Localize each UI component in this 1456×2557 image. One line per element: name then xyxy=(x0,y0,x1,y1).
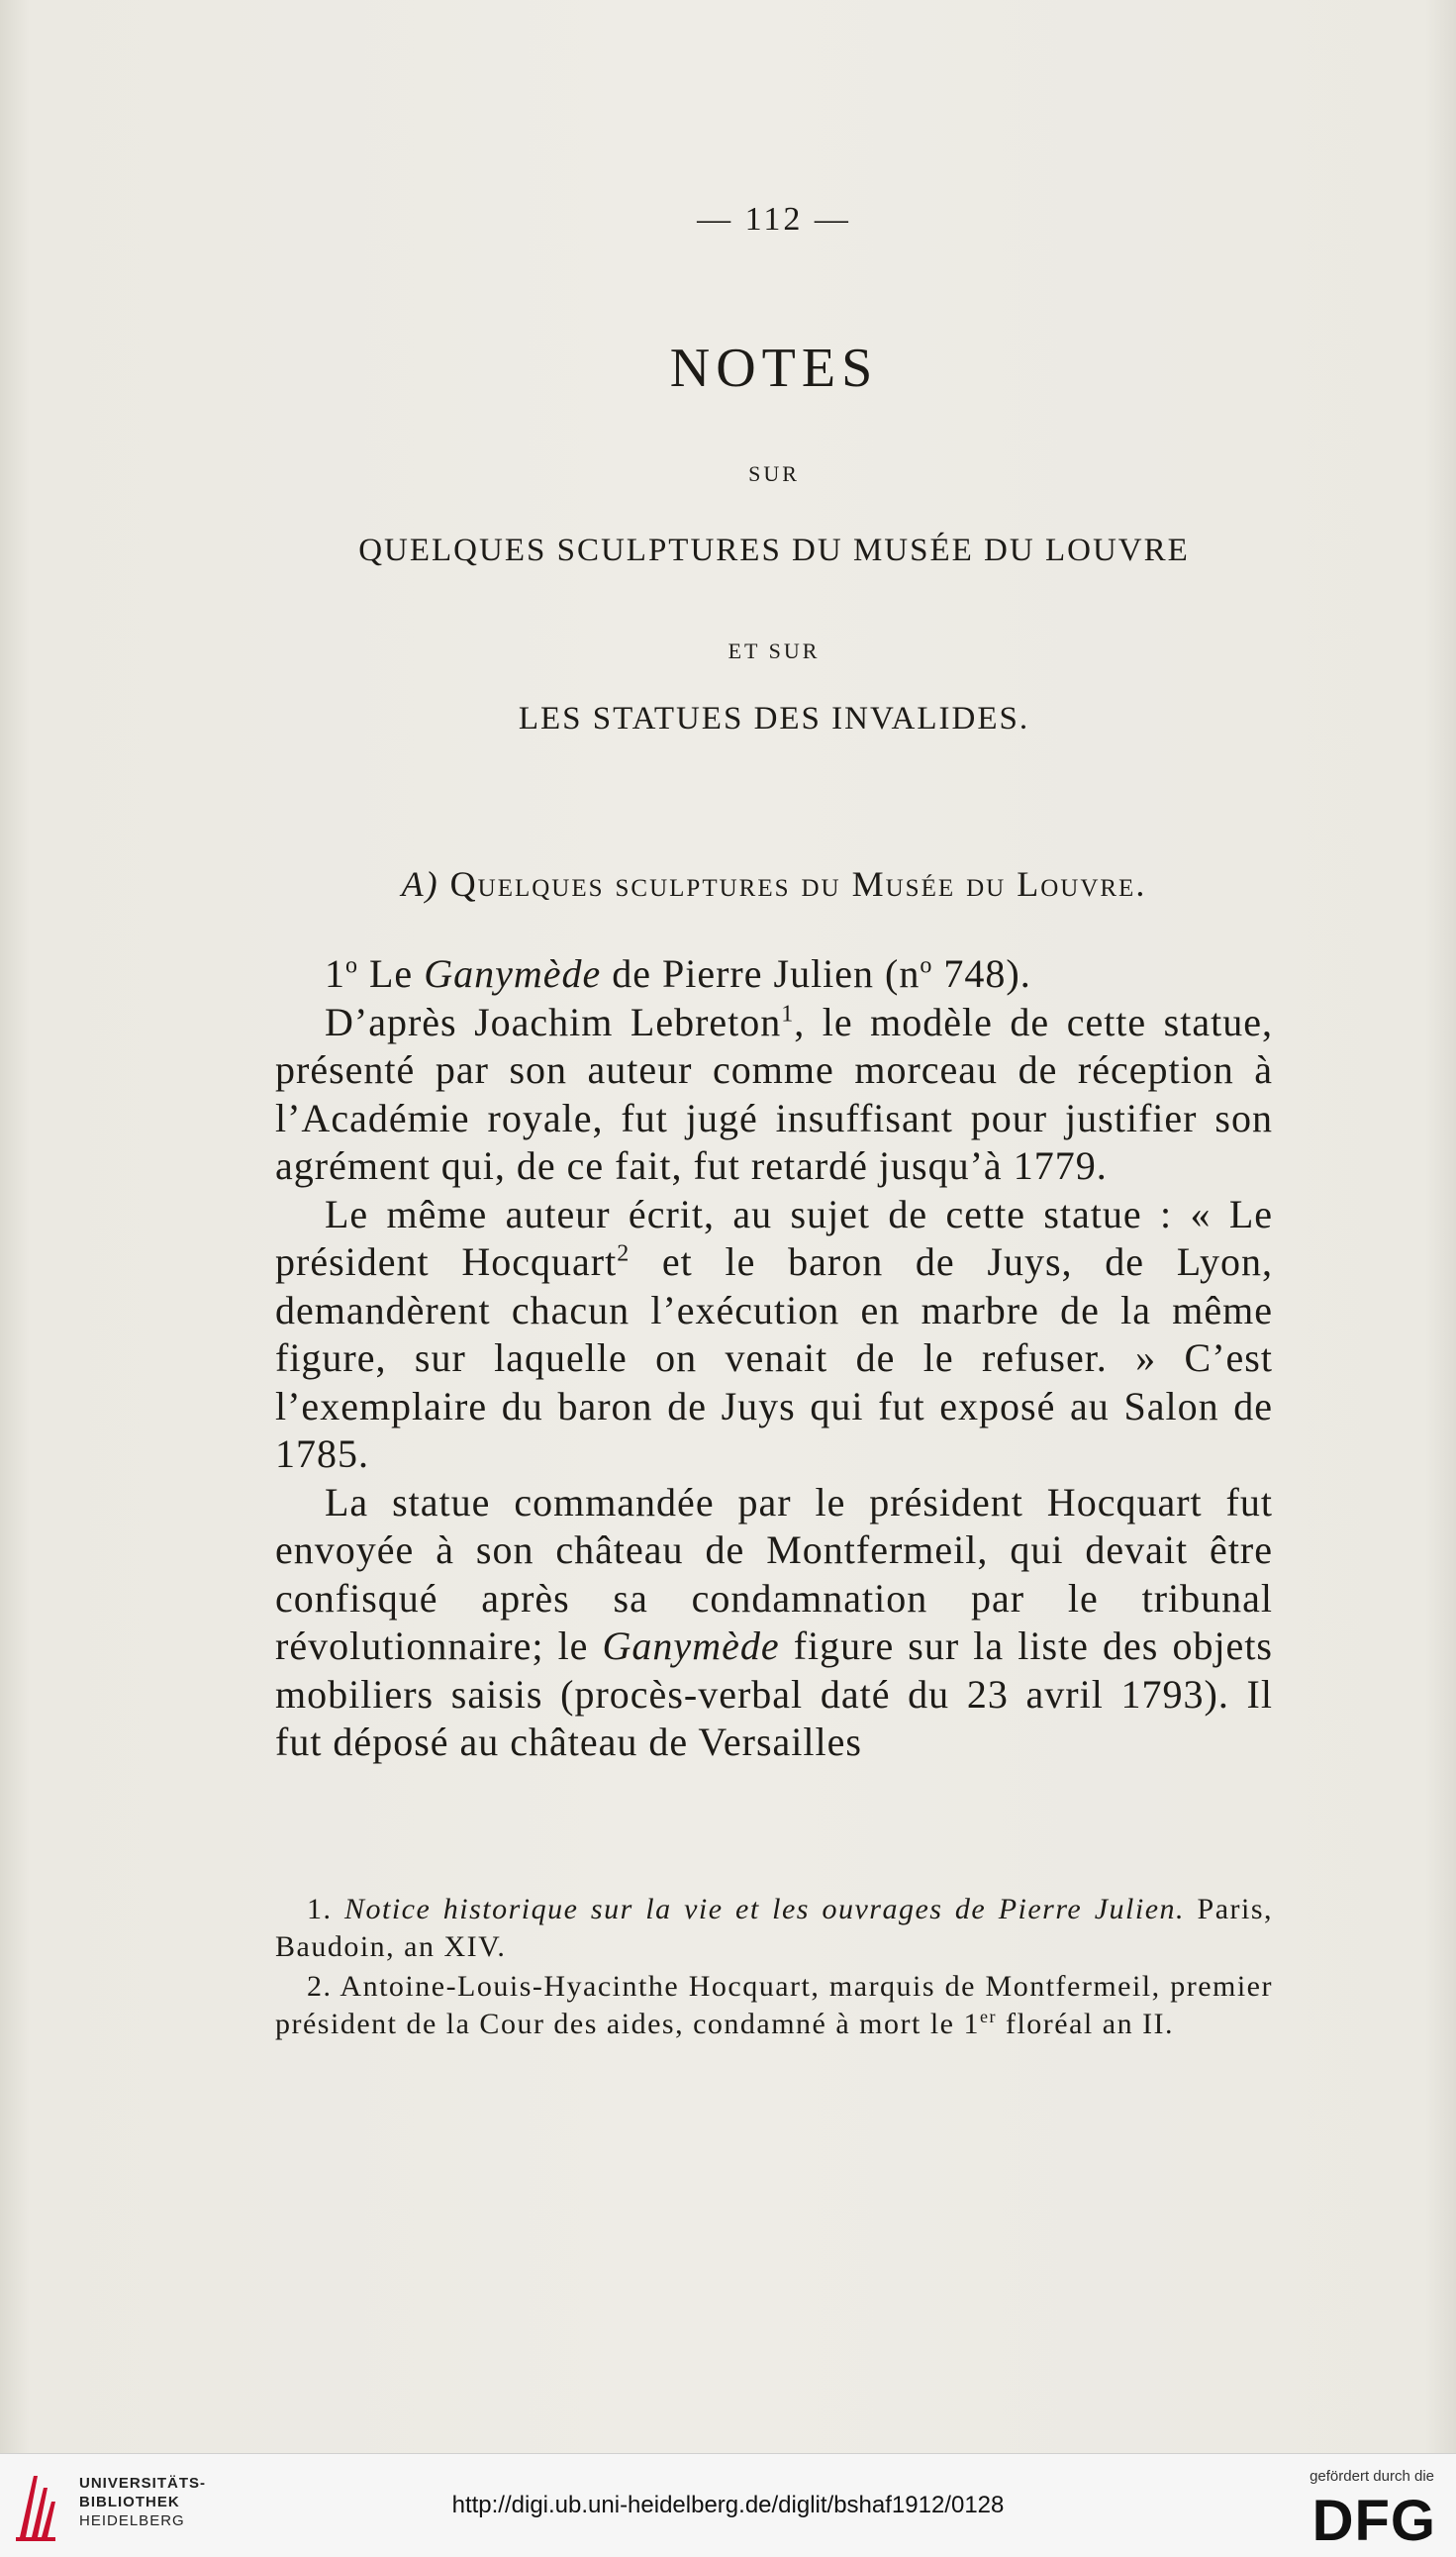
footnote-2 xyxy=(275,1968,1273,2042)
ordinal-mark: o xyxy=(920,952,933,979)
text-span: 2. Antoine-Louis-Hyacinthe Hocquart, marquis de Montfermeil, premier président de la Cour des aides, condamné à mort le 1 xyxy=(275,1970,1273,2040)
section-title: Quelques sculptures du Musée du Louvre. xyxy=(449,864,1147,904)
paragraph-1 xyxy=(275,950,1273,999)
section-marker: A) xyxy=(401,864,439,904)
text-span: , le modèle de cette statue, présenté par son auteur comme morceau de réception à l’Académie royale, fut jugé insuffisant pour justifier son agrément qui, de ce fait, fut retardé jusqu’à 1779. xyxy=(275,999,1273,1188)
ordinal-mark: o xyxy=(345,952,358,979)
text-span: de Pierre Julien (n xyxy=(601,951,921,996)
artwork-title: Ganymède xyxy=(602,1623,780,1668)
notes-title: NOTES xyxy=(669,338,879,399)
body-text xyxy=(275,950,1273,1767)
footnote-1 xyxy=(275,1891,1273,1965)
library-name-line: UNIVERSITÄTS- xyxy=(79,2475,207,2492)
et-sur-label: ET SUR xyxy=(728,639,821,663)
viewer-footer xyxy=(0,2453,1456,2557)
funded-by-label: gefördert durch die xyxy=(1310,2468,1434,2485)
text-span: Paris, Baudoin, an XIV. xyxy=(275,1893,1274,1963)
dfg-logo: DFG xyxy=(1311,2489,1436,2553)
artwork-title: Ganymède xyxy=(424,951,602,996)
page-number: — 112 — xyxy=(697,201,851,238)
text-span: figure sur la liste des objets mobiliers saisis (procès-verbal daté du 23 avril 1793). Il fut déposé au château de Versailles xyxy=(275,1623,1273,1764)
footnote-title: Notice historique sur la vie et les ouvrages de Pierre Julien. xyxy=(343,1893,1186,1925)
library-name-line: HEIDELBERG xyxy=(79,2512,185,2529)
text-span: floréal an II. xyxy=(996,2007,1175,2040)
sur-label: SUR xyxy=(748,461,800,486)
paragraph-4 xyxy=(275,1479,1273,1767)
ordinal-mark: er xyxy=(979,2006,997,2026)
permalink-url[interactable]: http://digi.ub.uni-heidelberg.de/diglit/bshaf1912/0128 xyxy=(451,2492,1005,2518)
section-heading xyxy=(275,863,1273,905)
library-name-line: BIBLIOTHEK xyxy=(79,2494,180,2510)
text-span: et le baron de Juys, de Lyon, demandèrent chacun l’exécution en marbre de la même figure, sur laquelle on venait de le refuser. » C’est l’exemplaire du baron de Juys qui fut exposé au Salon de 1785. xyxy=(275,1239,1273,1476)
text-span: D’après Joachim Lebreton xyxy=(325,999,782,1044)
text-span: Le xyxy=(358,951,425,996)
footnote-number: 1. xyxy=(307,1893,344,1925)
footnote-ref: 1 xyxy=(781,1001,795,1028)
text-span: La statue commandée par le président Hocquart fut envoyée à son château de Montfermeil, qui devait être confisqué après sa condamnation par le tribunal révolutionnaire; le xyxy=(275,1479,1273,1668)
footnotes xyxy=(275,1891,1273,2045)
paragraph-3 xyxy=(275,1191,1273,1479)
text-span: Le même auteur écrit, au sujet de cette statue : « Le président Hocquart xyxy=(275,1191,1273,1284)
item-number: 1 xyxy=(325,951,345,996)
subtitle-invalides: LES STATUES DES INVALIDES. xyxy=(518,701,1030,737)
subtitle-louvre: QUELQUES SCULPTURES DU MUSÉE DU LOUVRE xyxy=(358,533,1190,568)
paragraph-2 xyxy=(275,999,1273,1191)
footnote-ref: 2 xyxy=(617,1240,631,1267)
text-span: 748). xyxy=(932,951,1031,996)
